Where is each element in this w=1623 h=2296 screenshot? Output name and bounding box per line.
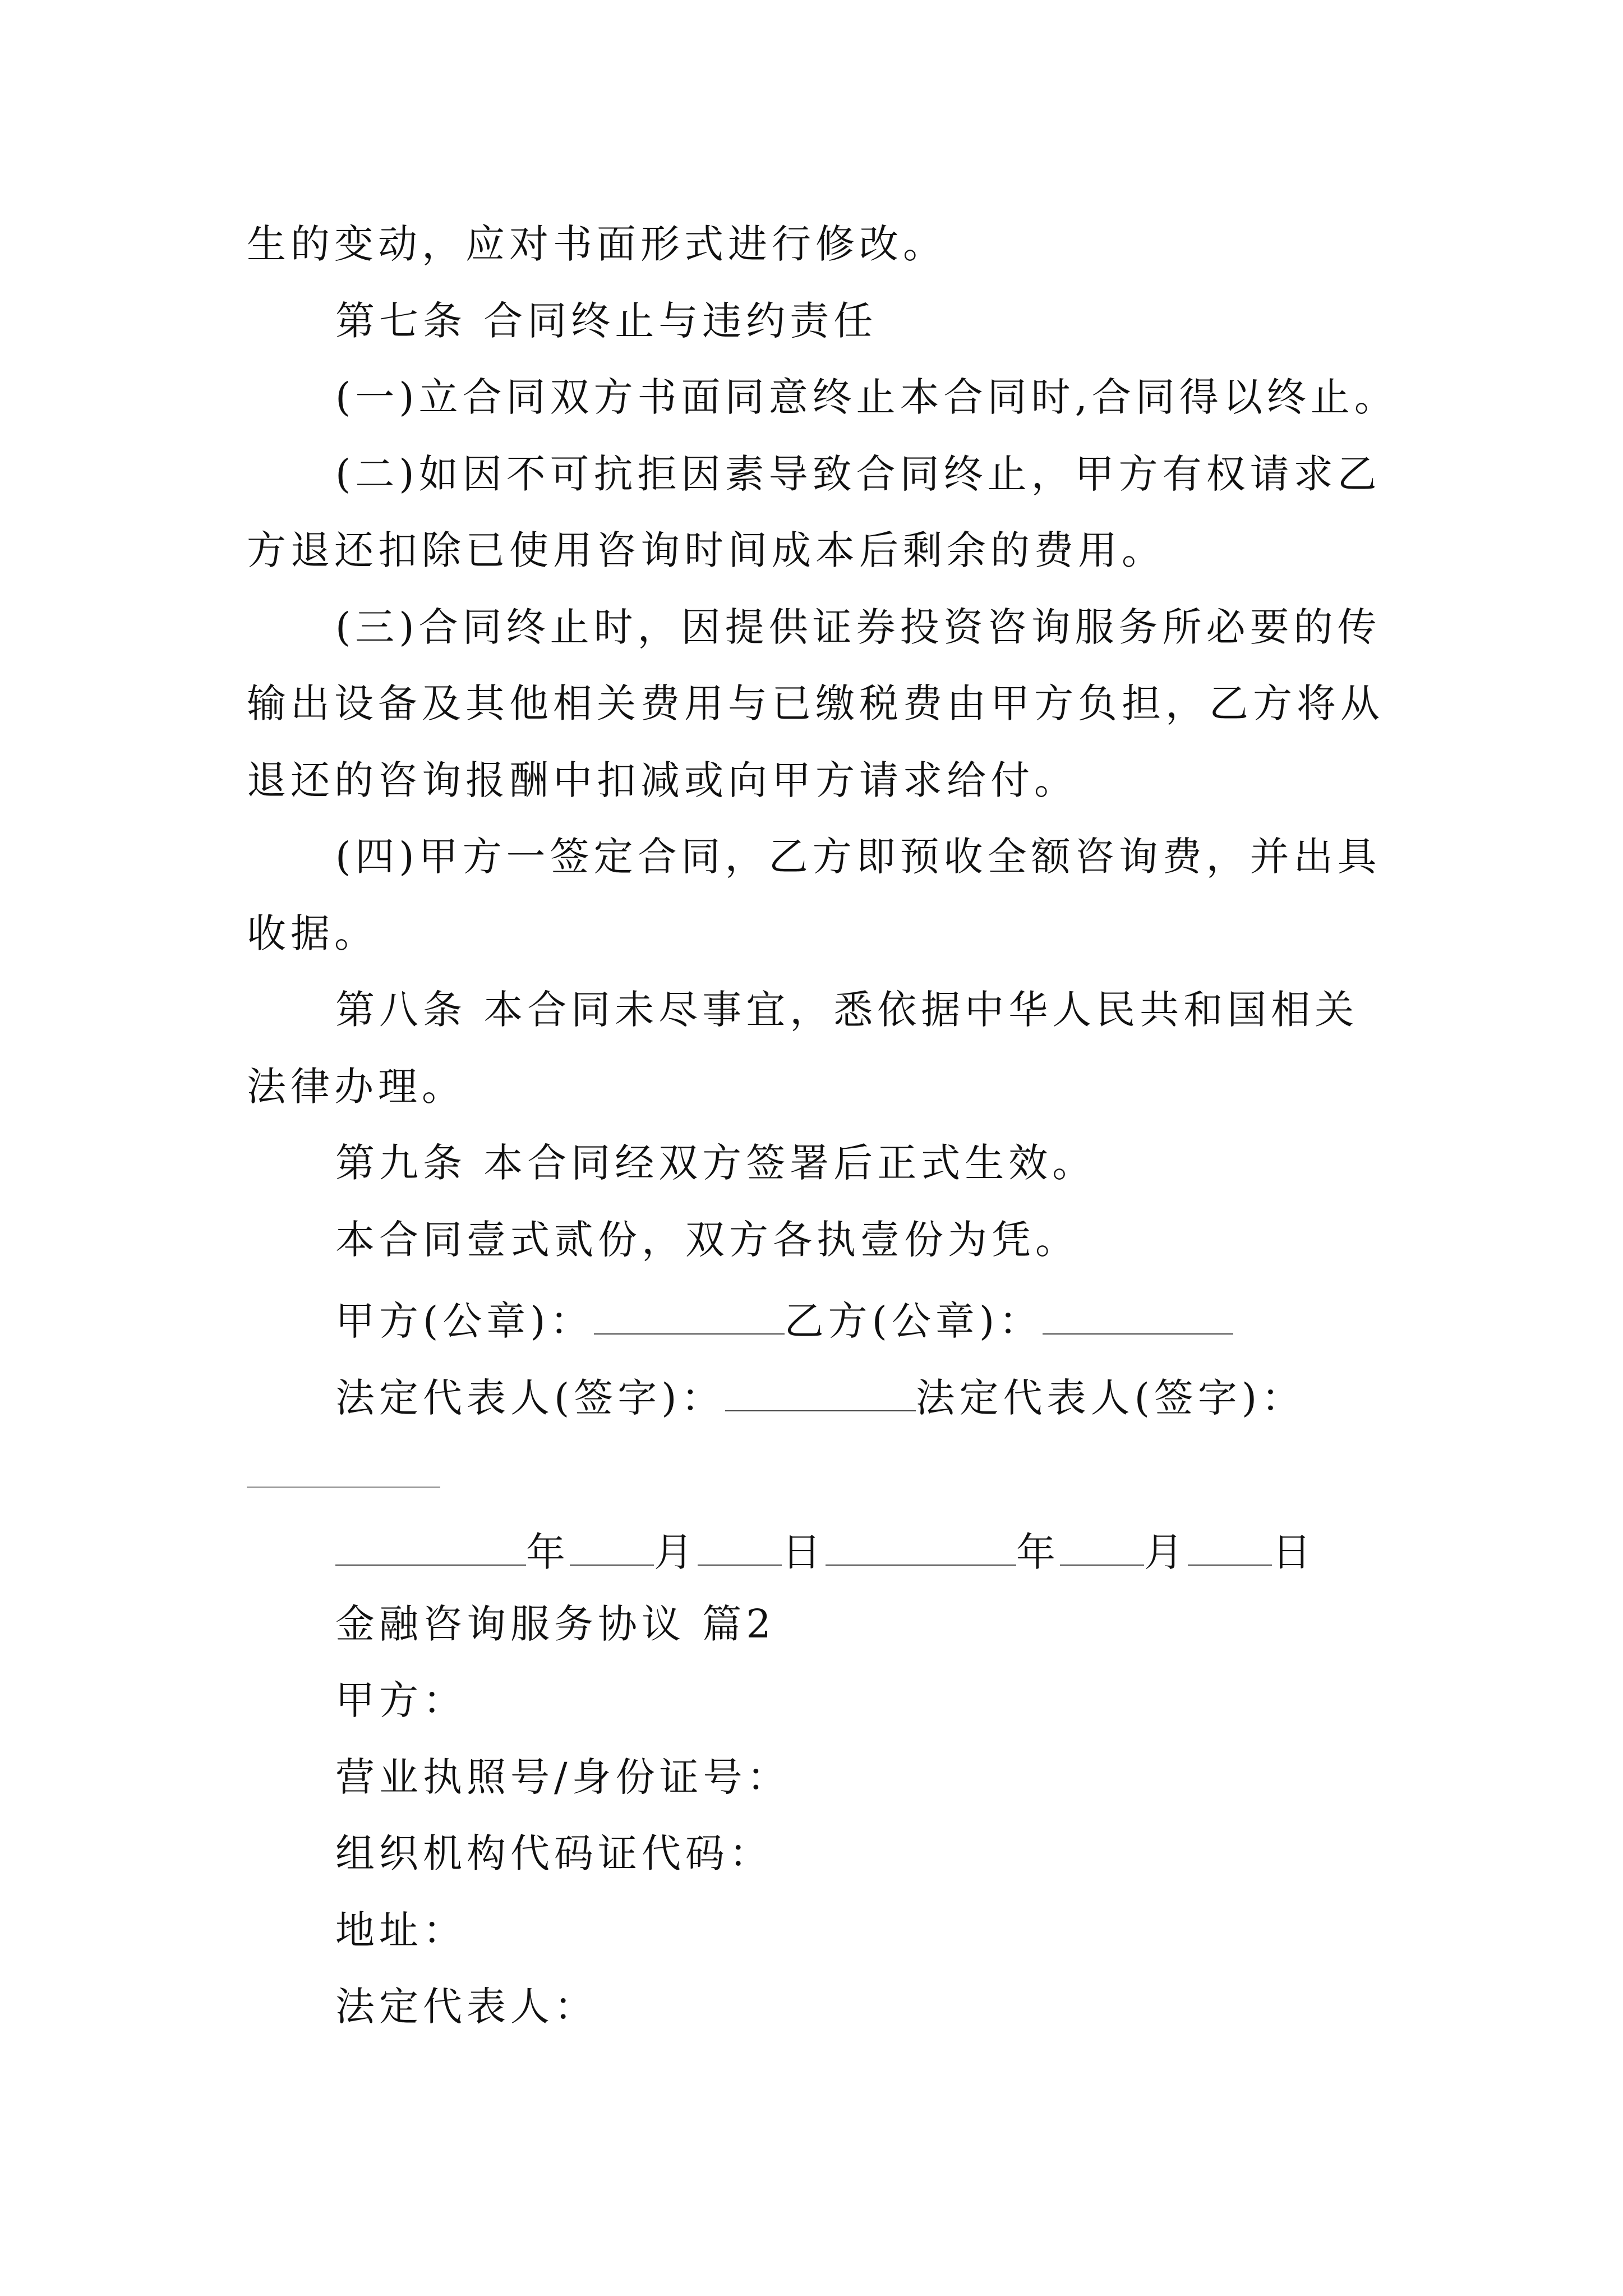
day-blank-a [698, 1527, 782, 1566]
field-label: 法定代表人： [335, 1984, 598, 2030]
year-label: 年 [1016, 1529, 1060, 1575]
year-label: 年 [526, 1529, 570, 1575]
paragraph-line: 法律办理。 [247, 1064, 465, 1110]
article-heading: 第八条 本合同未尽事宜，悉依据中华人民共和国相关 [335, 987, 1359, 1033]
month-blank-a [570, 1527, 654, 1566]
year-blank-b [826, 1527, 1016, 1566]
month-blank-b [1060, 1527, 1144, 1566]
paragraph-line: (二)如因不可抗拒因素导致合同终止，甲方有权请求乙 [335, 451, 1381, 497]
paragraph-line: 生的变动，应对书面形式进行修改。 [247, 221, 947, 267]
day-blank-b [1188, 1527, 1272, 1566]
party-b-rep-label: 法定代表人(签字)： [915, 1375, 1306, 1421]
field-label: 地址： [335, 1907, 467, 1953]
seal-signature-line [335, 1296, 1233, 1344]
representative-signature-line [335, 1373, 1306, 1421]
party-a-seal-blank [594, 1296, 785, 1335]
paragraph-line: 退还的咨询报酬中扣减或向甲方请求给付。 [247, 757, 1078, 803]
party-a-rep-blank [725, 1373, 916, 1411]
party-a-rep-label: 法定代表人(签字)： [335, 1375, 725, 1421]
field-label: 甲方： [335, 1677, 467, 1723]
paragraph-line: 方退还扣除已使用咨询时间成本后剩余的费用。 [247, 527, 1165, 573]
paragraph-line: (三)合同终止时，因提供证券投资咨询服务所必要的传 [335, 604, 1381, 650]
party-b-seal-blank [1043, 1296, 1233, 1335]
day-label: 日 [782, 1529, 826, 1575]
field-label: 组织机构代码证代码： [335, 1830, 773, 1876]
paragraph-line: 输出设备及其他相关费用与已缴税费由甲方负担，乙方将从 [247, 680, 1384, 726]
section-title: 金融咨询服务协议 篇2 [335, 1601, 776, 1647]
party-b-rep-blank [247, 1487, 440, 1488]
month-label: 月 [1144, 1529, 1188, 1575]
day-label: 日 [1272, 1529, 1316, 1575]
article-heading: 第九条 本合同经双方签署后正式生效。 [335, 1140, 1096, 1186]
party-b-seal-label: 乙方(公章)： [784, 1298, 1043, 1344]
year-blank-a [335, 1527, 526, 1566]
month-label: 月 [654, 1529, 698, 1575]
paragraph-line: (四)甲方一签定合同，乙方即预收全额咨询费，并出具 [335, 834, 1381, 880]
paragraph-line: 本合同壹式贰份，双方各执壹份为凭。 [335, 1217, 1079, 1263]
paragraph-line: (一)立合同双方书面同意终止本合同时,合同得以终止。 [335, 374, 1398, 420]
paragraph-line: 收据。 [247, 910, 378, 956]
field-label: 营业执照号/身份证号： [335, 1754, 791, 1800]
article-heading: 第七条 合同终止与违约责任 [335, 298, 878, 344]
date-line [335, 1527, 1316, 1575]
party-a-seal-label: 甲方(公章)： [335, 1298, 594, 1344]
